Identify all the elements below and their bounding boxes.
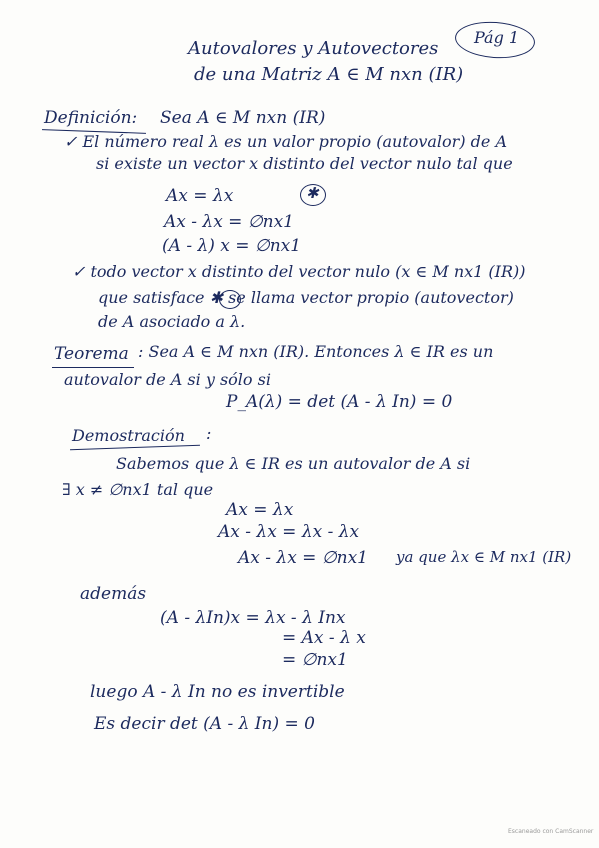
definition-eq3: (A - λ) x = ∅nx1 bbox=[162, 236, 302, 256]
proof-heading: Demostración bbox=[72, 426, 185, 445]
proof-eq3: Ax - λx = ∅nx1 bbox=[238, 548, 368, 568]
proof-eq6: = ∅nx1 bbox=[282, 650, 348, 670]
definition-bullet2-line1: ✓ todo vector x distinto del vector nulo (x ∈ M nx1 (IR)) bbox=[72, 262, 526, 281]
proof-underline bbox=[70, 445, 200, 451]
theorem-underline bbox=[52, 367, 134, 368]
proof-eq5: = Ax - λ x bbox=[282, 628, 366, 648]
proof-eq1: Ax = λx bbox=[226, 500, 294, 520]
proof-eq4: (A - λIn)x = λx - λ Inx bbox=[160, 608, 346, 628]
proof-colon: : bbox=[206, 424, 212, 443]
title-line-2: de una Matriz A ∈ M nxn (IR) bbox=[194, 64, 464, 85]
theorem-formula: P_A(λ) = det (A - λ In) = 0 bbox=[226, 392, 453, 412]
theorem-line1: : Sea A ∈ M nxn (IR). Entonces λ ∈ IR es un bbox=[138, 342, 494, 361]
definition-bullet1-line1: ✓ El número real λ es un valor propio (autovalor) de A bbox=[64, 132, 508, 151]
definition-heading: Definición: bbox=[44, 108, 138, 128]
definition-intro: Sea A ∈ M nxn (IR) bbox=[160, 108, 326, 128]
page-number-label: Pág 1 bbox=[474, 28, 520, 47]
star-mark-inline-circle bbox=[219, 290, 241, 309]
proof-ademas: además bbox=[80, 584, 147, 604]
title-line-1: Autovalores y Autovectores bbox=[188, 38, 439, 59]
proof-eq3-note: ya que λx ∈ M nx1 (IR) bbox=[396, 548, 572, 566]
star-mark-icon: ✱ bbox=[306, 184, 319, 202]
definition-eq2: Ax - λx = ∅nx1 bbox=[164, 212, 294, 232]
definition-bullet1-line2: si existe un vector x distinto del vector nulo tal que bbox=[96, 154, 513, 173]
proof-line2: ∃ x ≠ ∅nx1 tal que bbox=[62, 480, 214, 499]
proof-luego: luego A - λ In no es invertible bbox=[90, 682, 345, 702]
definition-bullet2-line2: que satisface ✱ se llama vector propio (autovector) bbox=[98, 288, 514, 307]
definition-bullet2-line3: de A asociado a λ. bbox=[98, 312, 246, 331]
theorem-line2: autovalor de A si y sólo si bbox=[64, 370, 271, 389]
scanner-watermark: Escaneado con CamScanner bbox=[508, 828, 594, 835]
proof-es-decir: Es decir det (A - λ In) = 0 bbox=[94, 714, 315, 734]
definition-eq1: Ax = λx bbox=[166, 186, 234, 206]
proof-line1: Sabemos que λ ∈ IR es un autovalor de A si bbox=[116, 454, 471, 473]
theorem-heading: Teorema bbox=[54, 344, 129, 364]
proof-eq2: Ax - λx = λx - λx bbox=[218, 522, 360, 542]
